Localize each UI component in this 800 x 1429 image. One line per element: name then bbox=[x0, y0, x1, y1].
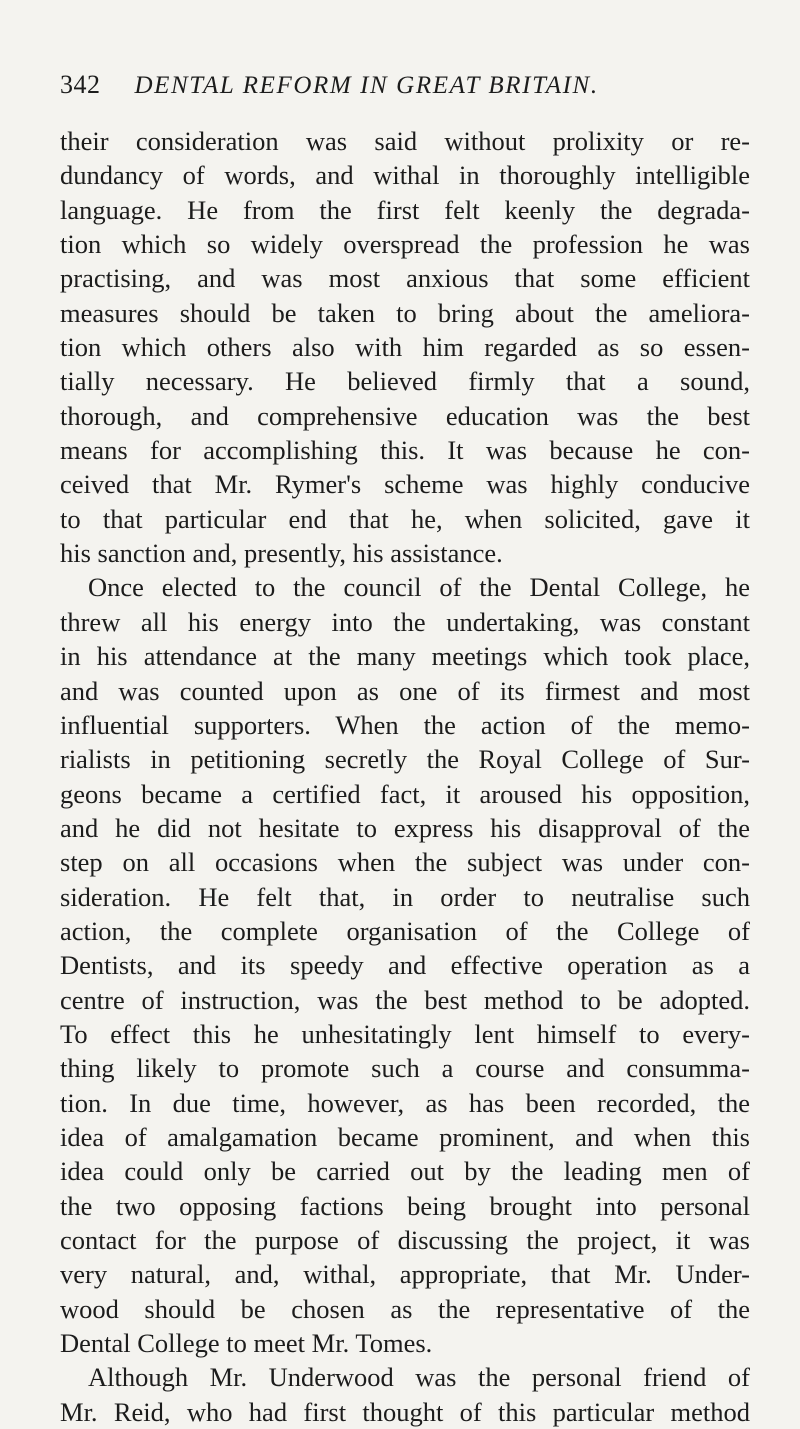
text-line: step on all occasions when the subject was under con- bbox=[60, 847, 750, 878]
text-line: geons became a certified fact, it aroused his opposition, bbox=[60, 778, 750, 809]
text-line: influential supporters. When the action of the memo- bbox=[60, 709, 750, 740]
text-line: To effect this he unhesitatingly lent himself to every- bbox=[60, 1018, 750, 1049]
text-line-paragraph-end: his sanction and, presently, his assistance. bbox=[60, 538, 503, 569]
running-title: DENTAL REFORM IN GREAT BRITAIN. bbox=[134, 72, 599, 99]
text-line: tion which others also with him regarded as so essen- bbox=[60, 332, 750, 363]
text-line: measures should be taken to bring about the ameliora- bbox=[60, 297, 750, 328]
text-line: idea could only be carried out by the leading men of bbox=[60, 1156, 750, 1187]
text-line: sideration. He felt that, in order to neutralise such bbox=[60, 881, 750, 912]
text-line: wood should be chosen as the representative of the bbox=[60, 1293, 750, 1324]
text-line: dundancy of words, and withal in thoroughly intelligible bbox=[60, 160, 750, 191]
text-line-paragraph-start: Once elected to the council of the Dental College, he bbox=[88, 572, 750, 603]
text-line: tially necessary. He believed firmly that a sound, bbox=[60, 366, 750, 397]
page-number: 342 bbox=[60, 70, 101, 99]
text-line-paragraph-start: Although Mr. Underwood was the personal friend of bbox=[88, 1362, 750, 1393]
running-head bbox=[60, 70, 750, 114]
text-line: language. He from the first felt keenly the degrada- bbox=[60, 194, 750, 225]
text-line: thing likely to promote such a course and consumma- bbox=[60, 1053, 750, 1084]
text-line: idea of amalgamation became prominent, and when this bbox=[60, 1121, 750, 1152]
text-line: and he did not hesitate to express his disapproval of the bbox=[60, 812, 750, 843]
text-line: and was counted upon as one of its firmest and most bbox=[60, 675, 750, 706]
text-line-paragraph-end: Dental College to meet Mr. Tomes. bbox=[60, 1328, 433, 1359]
text-line: tion which so widely overspread the profession he was bbox=[60, 229, 750, 260]
text-line: practising, and was most anxious that some efficient bbox=[60, 263, 750, 294]
text-line: ceived that Mr. Rymer's scheme was highly conducive bbox=[60, 469, 750, 500]
text-line: threw all his energy into the undertaking, was constant bbox=[60, 606, 750, 637]
text-line: their consideration was said without prolixity or re- bbox=[60, 126, 750, 156]
text-line: in his attendance at the many meetings which took place, bbox=[60, 641, 750, 672]
text-line: action, the complete organisation of the College of bbox=[60, 915, 750, 946]
text-line: means for accomplishing this. It was because he con- bbox=[60, 435, 750, 466]
text-line: very natural, and, withal, appropriate, that Mr. Under- bbox=[60, 1259, 750, 1290]
text-line: the two opposing factions being brought into personal bbox=[60, 1190, 750, 1221]
body-text bbox=[60, 124, 750, 1429]
text-line: rialists in petitioning secretly the Royal College of Sur- bbox=[60, 744, 750, 775]
text-line: contact for the purpose of discussing the project, it was bbox=[60, 1225, 750, 1255]
text-line: tion. In due time, however, as has been recorded, the bbox=[60, 1087, 750, 1118]
text-line: Dentists, and its speedy and effective operation as a bbox=[60, 950, 750, 981]
text-line: to that particular end that he, when solicited, gave it bbox=[60, 503, 750, 534]
text-line: thorough, and comprehensive education was the best bbox=[60, 400, 750, 431]
text-line: Mr. Reid, who had first thought of this particular method bbox=[60, 1396, 750, 1427]
text-line: centre of instruction, was the best method to be adopted. bbox=[60, 984, 750, 1015]
